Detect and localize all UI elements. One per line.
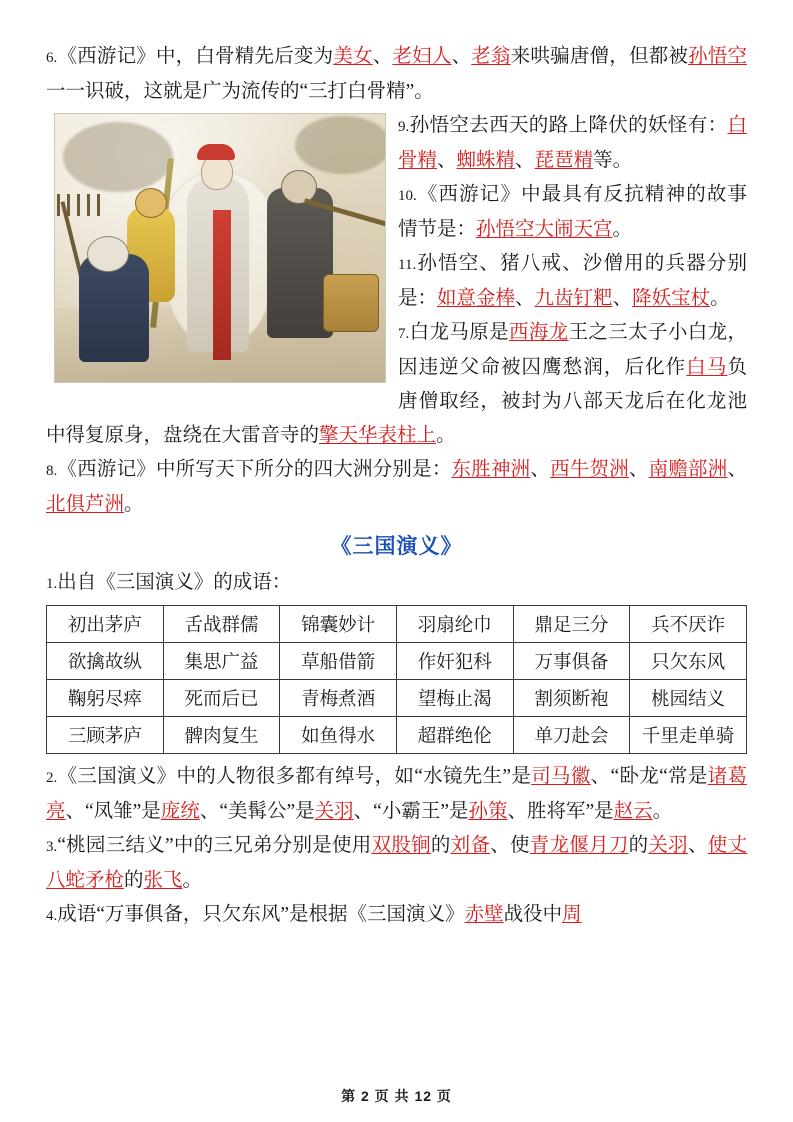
table-cell: 如鱼得水 xyxy=(280,717,397,754)
highlight-answer: 琵琶精 xyxy=(534,150,594,171)
highlight-answer: 九齿钉粑 xyxy=(534,288,613,309)
highlight-answer: 西海龙 xyxy=(508,322,569,343)
text-segment: 、 xyxy=(451,46,472,67)
text-segment: 一一识破，这就是广为流传的“三打白骨精”。 xyxy=(46,81,434,102)
highlight-answer: 老妇人 xyxy=(392,46,452,67)
highlight-answer: 孙策 xyxy=(468,801,508,822)
table-cell: 作奸犯科 xyxy=(396,643,513,680)
text-segment: 。 xyxy=(124,494,144,515)
paragraph-q8 xyxy=(46,453,747,522)
table-cell: 三顾茅庐 xyxy=(47,717,164,754)
text-segment: 《西游记》中所写天下所分的四大洲分别是： xyxy=(57,459,452,480)
text-segment: 。 xyxy=(182,870,203,891)
text-segment: 、 xyxy=(515,150,535,171)
paragraph-s2 xyxy=(46,760,747,829)
highlight-answer: 赵云 xyxy=(613,801,653,822)
table-cell: 欲擒故纵 xyxy=(47,643,164,680)
illustration-foliage xyxy=(295,116,386,174)
highlight-answer: 白马 xyxy=(686,357,728,378)
paragraph-s4 xyxy=(46,898,747,933)
table-cell: 草船借箭 xyxy=(280,643,397,680)
highlight-answer: 周 xyxy=(562,904,582,925)
table-cell: 望梅止渴 xyxy=(396,680,513,717)
item-number: 8. xyxy=(46,463,58,479)
text-segment: 。 xyxy=(612,219,633,240)
highlight-answer: 使丈八蛇矛枪 xyxy=(46,835,747,891)
text-segment: 来哄骗唐僧，但都被 xyxy=(510,46,689,67)
item-number: 11. xyxy=(398,257,417,273)
table-cell: 锦囊妙计 xyxy=(280,606,397,643)
illustration-journey-to-the-west xyxy=(54,113,386,383)
text-segment: 、 xyxy=(687,835,708,856)
table-cell: 割须断袍 xyxy=(513,680,630,717)
paragraph-s1 xyxy=(46,566,747,601)
table-cell: 舌战群儒 xyxy=(163,606,280,643)
table-cell: 桃园结义 xyxy=(630,680,747,717)
illustration-zhu-bajie-head xyxy=(87,236,129,272)
text-segment: 的 xyxy=(628,835,649,856)
table-cell: 髀肉复生 xyxy=(163,717,280,754)
text-segment: 、 xyxy=(628,459,649,480)
text-segment: 等。 xyxy=(593,150,633,171)
highlight-answer: 诸葛亮 xyxy=(46,766,748,822)
text-segment: 、 xyxy=(612,288,633,309)
table-row xyxy=(47,643,747,680)
item-number: 1. xyxy=(46,576,58,592)
table-cell: 羽扇纶巾 xyxy=(396,606,513,643)
text-segment: 王之三太子小白龙，因违逆父命被囚鹰愁润，后化作 xyxy=(398,322,747,378)
page-footer: 第 2 页 共 12 页 xyxy=(341,1088,452,1104)
highlight-answer: 孙悟空 xyxy=(688,46,747,67)
item-number: 6. xyxy=(46,50,58,66)
highlight-answer: 西牛贺洲 xyxy=(550,459,629,480)
highlight-answer: 关羽 xyxy=(648,835,688,856)
illustration-red-sash xyxy=(213,210,231,360)
highlight-answer: 孙悟空大闹天宫 xyxy=(476,219,613,240)
paragraph-q6 xyxy=(46,40,747,109)
highlight-answer: 美女 xyxy=(333,46,373,67)
highlight-answer: 关羽 xyxy=(314,801,354,822)
illustration-sun-wukong-head xyxy=(135,188,167,218)
table-row xyxy=(47,717,747,754)
highlight-answer: 庞统 xyxy=(160,801,200,822)
highlight-answer: 刘备 xyxy=(450,835,491,856)
text-segment: 、“美髯公”是 xyxy=(199,801,315,822)
highlight-answer: 降妖宝杖 xyxy=(632,288,711,309)
table-cell: 死而后已 xyxy=(163,680,280,717)
table-row xyxy=(47,606,747,643)
text-segment: 、使 xyxy=(490,835,530,856)
table-cell: 集思广益 xyxy=(163,643,280,680)
illustration-foliage xyxy=(63,122,173,192)
table-cell: 千里走单骑 xyxy=(630,717,747,754)
highlight-answer: 南赡部洲 xyxy=(648,459,728,480)
table-cell: 只欠东风 xyxy=(630,643,747,680)
table-row xyxy=(47,680,747,717)
text-segment: 负唐僧取经，被封为八部天龙后在化龙池中得复原身，盘绕在大雷音寺的 xyxy=(46,357,747,446)
text-segment: 。 xyxy=(652,801,673,822)
text-segment: 《西游记》中最具有反抗精神的故事情节是： xyxy=(398,184,747,240)
item-number: 7. xyxy=(398,326,410,342)
text-segment: 孙悟空去西天的路上降伏的妖怪有： xyxy=(409,115,728,136)
table-cell: 鼎足三分 xyxy=(513,606,630,643)
text-segment: 、 xyxy=(727,459,747,480)
highlight-answer: 青龙偃月刀 xyxy=(529,835,629,856)
text-segment: 的 xyxy=(124,870,144,891)
table-cell: 兵不厌诈 xyxy=(630,606,747,643)
item-number: 9. xyxy=(398,119,410,135)
highlight-answer: 蜘蛛精 xyxy=(456,150,516,171)
illustration-tang-monk-hat xyxy=(197,144,235,160)
text-segment: 、 xyxy=(437,150,457,171)
text-segment: 《西游记》中，白骨精先后变为 xyxy=(57,46,334,67)
illustration-luggage-bundle xyxy=(323,274,379,332)
text-segment: 、 xyxy=(530,459,551,480)
text-segment: 、 xyxy=(372,46,393,67)
table-cell: 鞠躬尽瘁 xyxy=(47,680,164,717)
highlight-answer: 老翁 xyxy=(471,46,511,67)
highlight-answer: 赤壁 xyxy=(464,904,504,925)
item-number: 3. xyxy=(46,839,58,855)
text-segment: 。 xyxy=(436,425,456,446)
table-cell: 初出茅庐 xyxy=(47,606,164,643)
text-segment: 的 xyxy=(430,835,451,856)
text-segment: 、“卧龙“常是 xyxy=(590,766,708,787)
section-heading: 《三国演义》 xyxy=(330,534,463,558)
text-segment: 战役中 xyxy=(503,904,563,925)
text-segment: 成语“万事俱备，只欠东风”是根据《三国演义》 xyxy=(57,904,465,925)
highlight-answer: 如意金棒 xyxy=(437,288,516,309)
item-number: 2. xyxy=(46,770,58,786)
item-number: 10. xyxy=(398,188,417,204)
table-cell: 单刀赴会 xyxy=(513,717,630,754)
table-cell: 青梅煮酒 xyxy=(280,680,397,717)
text-segment: 孙悟空、猪八戒、沙僧用的兵器分别是： xyxy=(398,253,747,309)
illustration-sha-wujing-head xyxy=(281,170,317,204)
text-segment: 、胜将军”是 xyxy=(507,801,614,822)
text-segment: 、 xyxy=(515,288,535,309)
text-segment: “桃园三结义”中的三兄弟分别是使用 xyxy=(57,835,372,856)
text-segment: 。 xyxy=(710,288,730,309)
text-segment: 白龙马原是 xyxy=(409,322,509,343)
text-segment: 、“凤雏”是 xyxy=(65,801,161,822)
illustration-rake-head xyxy=(57,194,101,216)
item-number: 4. xyxy=(46,908,58,924)
highlight-answer: 司马徽 xyxy=(531,766,591,787)
text-segment: 出自《三国演义》的成语： xyxy=(57,572,292,593)
highlight-answer: 东胜神洲 xyxy=(451,459,531,480)
idiom-table xyxy=(46,605,747,754)
table-cell: 万事俱备 xyxy=(513,643,630,680)
paragraph-s3 xyxy=(46,829,747,898)
table-cell: 超群绝伦 xyxy=(396,717,513,754)
highlight-answer: 白骨精 xyxy=(398,115,747,171)
text-segment: 《三国演义》中的人物很多都有绰号，如“水镜先生”是 xyxy=(57,766,532,787)
highlight-answer: 双股锏 xyxy=(371,835,431,856)
highlight-answer: 张飞 xyxy=(143,870,183,891)
text-segment: 、“小霸王”是 xyxy=(353,801,469,822)
highlight-answer: 北俱芦洲 xyxy=(46,494,125,515)
highlight-answer: 擎天华表柱上 xyxy=(319,425,437,446)
